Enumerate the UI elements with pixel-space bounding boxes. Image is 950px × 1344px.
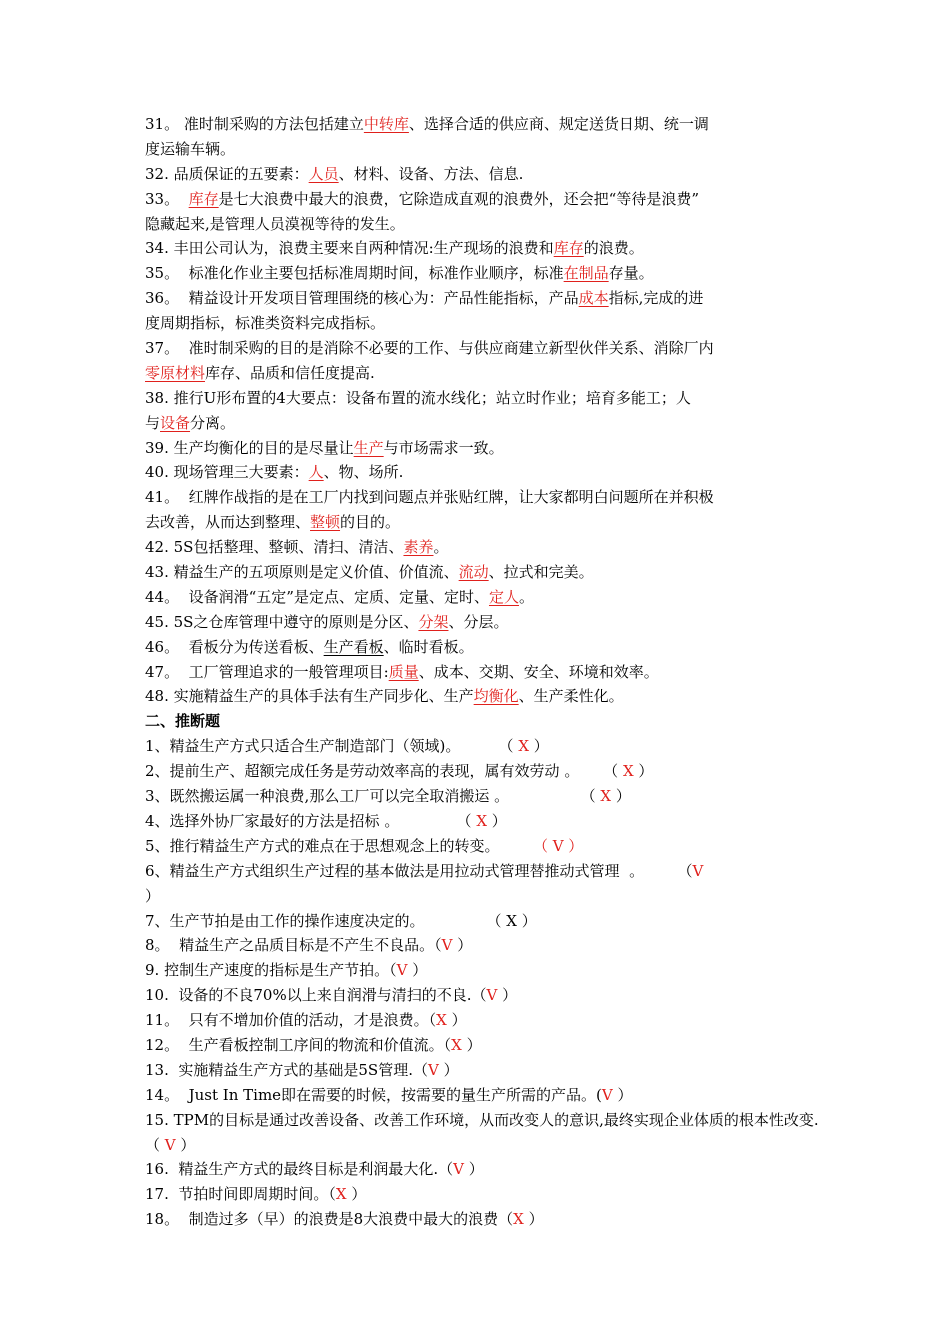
answer-mark: V — [396, 961, 408, 980]
answer-blank: 素养 — [403, 538, 434, 557]
text-line — [145, 585, 935, 610]
answer-blank: 质量 — [388, 662, 419, 681]
text-line — [145, 386, 935, 411]
fill-blank-question — [145, 436, 935, 461]
judgement-question — [145, 1157, 935, 1182]
text-segment: 。 — [433, 538, 449, 557]
text-segment: 7、生产节拍是由工作的操作速度决定的。 （ X ） — [145, 911, 537, 930]
document-body — [145, 112, 935, 1232]
text-segment: 12。 生产看板控制工序间的物流和价值流。（ — [145, 1035, 452, 1054]
fill-blank-question — [145, 684, 935, 709]
text-segment: ） — [461, 1035, 482, 1054]
fill-blank-question — [145, 635, 935, 660]
underlined-term: 生产看板 — [323, 637, 384, 656]
text-line — [145, 162, 935, 187]
text-segment: 13. 实施精益生产方式的基础是5S管理.（ — [145, 1060, 428, 1079]
judgement-question — [145, 1058, 935, 1083]
answer-blank: 库存 — [553, 239, 584, 258]
item-number: 40. — [145, 463, 169, 482]
text-segment: ） — [446, 1011, 467, 1030]
text-segment: 隐藏起来,是管理人员漠视等待的发生。 — [145, 214, 405, 233]
item-number: 44。 — [145, 587, 180, 606]
fill-blank-question — [145, 610, 935, 635]
text-segment: ） — [452, 936, 473, 955]
fill-blank-question — [145, 535, 935, 560]
text-segment: 准时制采购的方法包括建立 — [179, 115, 364, 133]
text-line — [145, 261, 935, 286]
text-line — [145, 1008, 935, 1033]
fill-blank-question — [145, 261, 935, 286]
text-segment: 度周期指标，标准类资料完成指标。 — [145, 314, 386, 333]
answer-blank: 整顿 — [310, 513, 341, 532]
text-line — [145, 460, 935, 485]
text-segment: 分离。 — [190, 413, 236, 432]
text-segment: 的目的。 — [340, 513, 401, 532]
text-line — [145, 1033, 935, 1058]
text-segment: 11。 只有不增加价值的活动，才是浪费。（ — [145, 1011, 437, 1030]
text-segment: 丰田公司认为，浪费主要来自两种情况:生产现场的浪费和 — [168, 239, 554, 258]
text-segment: 精益设计开发项目管理围绕的核心为：产品性能指标，产品 — [179, 289, 579, 308]
text-segment: 、物、场所. — [323, 463, 404, 482]
fill-blank-question — [145, 386, 935, 436]
judgement-question — [145, 1008, 935, 1033]
text-segment: 、成本、交期、安全、环境和效率。 — [418, 662, 659, 681]
text-segment: 推行U形布置的4大要点：设备布置的流水线化；站立时作业；培育多能工；人 — [168, 388, 691, 407]
answer-mark: X — [476, 811, 487, 830]
item-number: 36。 — [145, 289, 180, 308]
text-segment: 工厂管理追求的一般管理项目: — [179, 662, 389, 681]
fill-blank-question — [145, 460, 935, 485]
text-segment: 指标,完成的进 — [608, 289, 704, 308]
text-line — [145, 112, 935, 137]
text-segment: 准时制采购的目的是消除不必要的工作、与供应商建立新型伙伴关系、消除厂内 — [179, 339, 714, 358]
text-segment: 1、精益生产方式只适合生产制造部门（领域)。 （ — [145, 737, 519, 756]
answer-mark: V — [427, 1060, 439, 1079]
text-segment: 标准化作业主要包括标准周期时间，标准作业顺序，标准 — [179, 264, 564, 283]
text-line — [145, 187, 935, 212]
text-line — [145, 510, 935, 535]
answer-mark: V — [486, 986, 498, 1005]
text-segment: 、选择合适的供应商、规定送货日期、统一调 — [408, 115, 709, 133]
fill-blank-question — [145, 585, 935, 610]
answer-mark: V — [441, 936, 453, 955]
text-line — [145, 610, 935, 635]
text-line — [145, 933, 935, 958]
answer-blank: 库存 — [188, 189, 219, 208]
fill-blank-question — [145, 236, 935, 261]
answer-blank: 流动 — [458, 563, 489, 582]
item-number: 38. — [145, 388, 169, 407]
text-line — [145, 236, 935, 261]
text-segment — [179, 190, 189, 208]
answer-mark: X — [335, 1185, 347, 1204]
text-segment: 10. 设备的不良70%以上来自润滑与清扫的不良.（ — [145, 986, 487, 1005]
text-line — [145, 1182, 935, 1207]
text-segment: 、生产柔性化。 — [518, 687, 624, 706]
answer-blank: 均衡化 — [473, 687, 519, 706]
answer-mark: V — [601, 1085, 613, 1104]
text-line — [145, 311, 935, 336]
text-line — [145, 137, 935, 162]
answer-mark: V — [692, 861, 704, 880]
item-number: 47。 — [145, 662, 180, 681]
text-segment: 5、推行精益生产方式的难点在于思想观念上的转变。 — [145, 836, 533, 855]
text-segment: 2、提前生产、超额完成任务是劳动效率高的表现，属有效劳动 。 （ — [145, 762, 623, 781]
judgement-question — [145, 859, 935, 909]
item-number: 34. — [145, 239, 169, 258]
answer-mark: X — [622, 762, 634, 781]
answer-mark: X — [451, 1035, 462, 1054]
item-number: 42. — [145, 538, 169, 557]
fill-blank-question — [145, 336, 935, 386]
text-segment: ） — [438, 1060, 459, 1079]
text-segment: 的浪费。 — [583, 239, 644, 258]
answer-mark: X — [518, 737, 529, 756]
text-line — [145, 983, 935, 1008]
answer-blank: 定人 — [488, 587, 519, 606]
item-number: 46。 — [145, 637, 180, 656]
judgement-question — [145, 1033, 935, 1058]
text-line — [145, 1157, 935, 1182]
item-number: 41。 — [145, 488, 180, 507]
text-line — [145, 212, 935, 237]
answer-mark: （ V ） — [532, 836, 584, 855]
answer-blank: 零原材料 — [145, 363, 206, 382]
text-segment: （ — [145, 1135, 165, 1154]
text-segment: ） — [145, 886, 161, 905]
text-segment: 17. 节拍时间即周期时间。（ — [145, 1185, 336, 1204]
text-segment: 看板分为传送看板、 — [179, 637, 324, 656]
text-line — [145, 1133, 935, 1158]
text-segment: ） — [633, 762, 654, 781]
item-number: 33。 — [145, 189, 180, 208]
answer-blank: 在制品 — [563, 264, 609, 283]
text-segment: 与 — [145, 413, 161, 432]
judgement-question — [145, 759, 935, 784]
answer-mark: V — [164, 1135, 176, 1154]
judgement-question — [145, 809, 935, 834]
answer-blank: 生产 — [353, 438, 384, 457]
text-segment: 品质保证的五要素： — [168, 164, 309, 183]
text-segment: 。 — [519, 587, 535, 606]
judgement-section — [145, 734, 935, 1232]
text-line — [145, 436, 935, 461]
text-segment: 是七大浪费中最大的浪费，它除造成直观的浪费外，还会把“等待是浪费” — [218, 189, 699, 208]
text-segment: 、分层。 — [448, 612, 509, 631]
judgement-question — [145, 909, 935, 934]
text-line — [145, 1108, 935, 1133]
text-line — [145, 809, 935, 834]
item-number: 43. — [145, 563, 169, 582]
answer-blank: 设备 — [160, 413, 191, 432]
text-segment: ） — [523, 1210, 544, 1229]
text-line — [145, 1058, 935, 1083]
text-segment: 18。 制造过多（早）的浪费是8大浪费中最大的浪费（ — [145, 1210, 514, 1229]
fill-blank-question — [145, 187, 935, 237]
text-line — [145, 336, 935, 361]
text-line — [145, 286, 935, 311]
text-segment: 生产均衡化的目的是尽量让 — [168, 438, 354, 457]
fill-blank-section — [145, 112, 935, 709]
answer-blank: 中转库 — [363, 115, 409, 133]
text-line — [145, 1083, 935, 1108]
fill-blank-question — [145, 660, 935, 685]
text-segment: ） — [612, 1085, 633, 1104]
text-segment: 与市场需求一致。 — [383, 438, 504, 457]
judgement-question — [145, 734, 935, 759]
text-segment: 5S之仓库管理中遵守的原则是分区、 — [168, 612, 419, 631]
section-title: 二、推断题 — [145, 712, 221, 731]
text-line — [145, 361, 935, 386]
answer-mark: X — [436, 1011, 447, 1030]
text-segment: 4、选择外协厂家最好的方法是招标 。 （ — [145, 811, 477, 830]
answer-mark: X — [600, 787, 612, 806]
fill-blank-question — [145, 112, 935, 162]
text-segment: 、拉式和完美。 — [488, 563, 594, 582]
text-segment: 15. TPM的目标是通过改善设备、改善工作环境，从而改变人的意识,最终实现企业体质的根本性改变. — [145, 1110, 819, 1129]
text-segment: ） — [611, 787, 631, 806]
text-segment: 16. 精益生产方式的最终目标是利润最大化.（ — [145, 1160, 454, 1179]
item-number: 39. — [145, 438, 169, 457]
text-segment: 、临时看板。 — [383, 637, 474, 656]
text-line — [145, 884, 935, 909]
item-number: 31。 — [145, 115, 180, 133]
item-number: 45. — [145, 612, 169, 631]
text-segment: 9. 控制生产速度的指标是生产节拍。（ — [145, 961, 397, 980]
text-line — [145, 411, 935, 436]
text-segment: 5S包括整理、整顿、清扫、清洁、 — [168, 538, 404, 557]
item-number: 37。 — [145, 339, 180, 358]
text-line — [145, 485, 935, 510]
judgement-question — [145, 1108, 935, 1158]
item-number: 32. — [145, 164, 169, 183]
text-line — [145, 909, 935, 934]
text-line — [145, 535, 935, 560]
text-line — [145, 660, 935, 685]
judgement-question — [145, 958, 935, 983]
text-segment: 库存、品质和信任度提高. — [205, 363, 375, 382]
text-line — [145, 635, 935, 660]
text-line — [145, 958, 935, 983]
text-line — [145, 560, 935, 585]
answer-mark: X — [513, 1210, 524, 1229]
judgement-question — [145, 1083, 935, 1108]
fill-blank-question — [145, 485, 935, 535]
judgement-question — [145, 1207, 935, 1232]
judgement-question — [145, 983, 935, 1008]
text-segment: ） — [407, 961, 428, 980]
text-segment: 、材料、设备、方法、信息. — [338, 164, 524, 183]
text-line — [145, 1207, 935, 1232]
text-segment: 红牌作战指的是在工厂内找到问题点并张贴红牌，让大家都明白问题所在并积极 — [179, 488, 714, 507]
text-segment: 8。 精益生产之品质目标是不产生不良品。（ — [145, 936, 442, 955]
fill-blank-question — [145, 560, 935, 585]
item-number: 35。 — [145, 264, 180, 283]
text-segment: 14。 Just In Time即在需要的时候，按需要的量生产所需的产品。( — [145, 1085, 602, 1104]
judgement-question — [145, 784, 935, 809]
item-number: 48. — [145, 687, 169, 706]
fill-blank-question — [145, 162, 935, 187]
answer-mark: V — [453, 1160, 465, 1179]
judgement-question — [145, 933, 935, 958]
judgement-question — [145, 1182, 935, 1207]
answer-blank: 分架 — [418, 612, 449, 631]
text-segment: ） — [464, 1160, 484, 1179]
text-segment: 度运输车辆。 — [145, 139, 236, 158]
text-segment: 现场管理三大要素： — [168, 463, 309, 482]
text-line — [145, 684, 935, 709]
text-segment: 6、精益生产方式组织生产过程的基本做法是用拉动式管理替推动式管理 。 （ — [145, 861, 693, 880]
answer-blank: 人 — [308, 463, 324, 482]
text-segment: 去改善，从而达到整理、 — [145, 513, 311, 532]
text-line — [145, 759, 935, 784]
text-line — [145, 734, 935, 759]
text-segment: ） — [346, 1185, 367, 1204]
text-segment: ） — [529, 737, 549, 756]
fill-blank-question — [145, 286, 935, 336]
text-segment: 3、既然搬运属一种浪费,那么工厂可以完全取消搬运 。 （ — [145, 787, 601, 806]
judgement-question — [145, 834, 935, 859]
text-line — [145, 859, 935, 884]
text-segment: 实施精益生产的具体手法有生产同步化、生产 — [168, 687, 474, 706]
text-segment: ） — [175, 1135, 196, 1154]
text-segment: 设备润滑“五定”是定点、定质、定量、定时、 — [179, 587, 489, 606]
text-segment: ） — [497, 986, 518, 1005]
text-line — [145, 834, 935, 859]
text-segment: 存量。 — [608, 264, 654, 283]
answer-blank: 成本 — [578, 289, 609, 308]
answer-blank: 人员 — [308, 164, 339, 183]
text-segment: 精益生产的五项原则是定义价值、价值流、 — [168, 563, 459, 582]
text-segment: ） — [487, 811, 507, 830]
text-line — [145, 784, 935, 809]
